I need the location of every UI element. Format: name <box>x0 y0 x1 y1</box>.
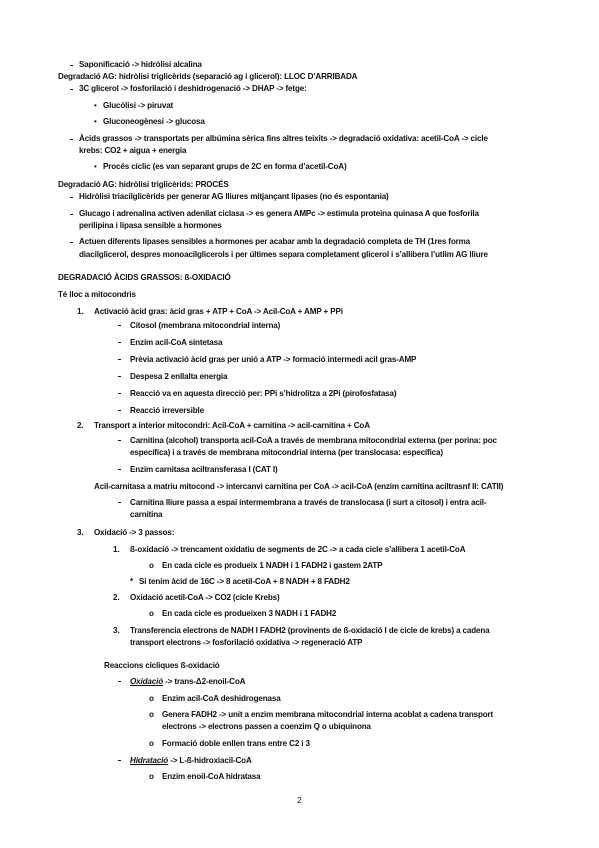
text-line: Enzim carnitasa aciltransferasa I (CAT I) <box>130 465 278 474</box>
text-line: Degradació AG: hidròlisi triglicèrids: PROCÉS <box>58 180 229 189</box>
text-line: Hidròlisi triacilglicèrids per generar AG lliures mitjançant lipases (no és espontania) <box>79 192 389 201</box>
dash-marker <box>70 214 73 215</box>
text-line: Oxidació acetil-CoA -> CO2 (cicle Krebs) <box>130 593 280 602</box>
step-hidratacio-product: -> L-ß-hidroxiacil-CoA <box>168 756 252 765</box>
text-line: perilipina i lipasa sensible a hormones <box>79 221 222 230</box>
page-number: 2 <box>297 795 302 805</box>
text-line: Carnitina (alcohol) transporta acil-CoA a través de membrana mitocondrial externa (per porina: poc <box>130 436 497 445</box>
text-line: Formació doble enllen trans entre C2 i 3 <box>162 739 310 748</box>
dash-marker <box>118 681 121 682</box>
text-line: Acil-carnitasa a matriu mitocond -> intercanvi carnitina per CoA -> acil-CoA (enzim carnitina aciltrasnf II: CATII) <box>94 482 504 491</box>
bullet-marker: • <box>94 117 97 126</box>
circle-marker: o <box>149 694 154 703</box>
text-line: Glucòlisi -> piruvat <box>103 101 174 110</box>
number-marker: 2. <box>113 593 120 602</box>
text-line: krebs: CO2 + aigua + energia <box>79 146 187 155</box>
dash-marker <box>70 65 73 66</box>
number-marker: 2. <box>77 421 84 430</box>
text-line: Saponificació -> hidròlisi alcalina <box>79 60 202 69</box>
dash-marker <box>70 89 73 90</box>
step-oxidacio-product: -> trans-Δ2-enoil-CoA <box>163 677 246 686</box>
text-line: Si tenim àcid de 16C -> 8 acetil-CoA + 8 NADH + 8 FADH2 <box>139 577 350 586</box>
text-line: Reacció va en aquesta direcció per: PPi s’hidrolitza a 2Pi (pirofosfatasa) <box>130 389 397 398</box>
text-line: electrons -> electrons passen a coenzim Q o ubiquinona <box>162 722 371 731</box>
text-line: Degradació AG: hidròlisi triglicèrids (separació ag i glicerol): LLOC D’ARRIBADA <box>58 72 358 81</box>
dash-marker <box>118 393 121 394</box>
text-line: Transferencia electrons de NADH I FADH2 (provinents de ß-oxidació I de cicle de krebs) a cadena <box>130 626 490 635</box>
dash-marker <box>70 197 73 198</box>
text-line: Té lloc a mitocondris <box>58 290 136 299</box>
dash-marker <box>70 242 73 243</box>
text-line: ß-oxidació -> trencament oxidatiu de segments de 2C -> a cada cicle s’allibera 1 acetil-CoA <box>130 545 466 554</box>
dash-marker <box>118 359 121 360</box>
text-line: Actuen diferents lipases sensibles a hormones per acabar amb la degradació completa de TH (1res forma <box>79 237 471 246</box>
dash-marker <box>118 469 121 470</box>
number-marker: 1. <box>113 545 120 554</box>
number-marker: 3. <box>113 626 120 635</box>
text-line: Enzim enoil-CoA hidratasa <box>162 772 261 781</box>
text-line: Gluconeogènesi -> glucosa <box>103 117 205 126</box>
text-line: Glucago i adrenalina activen adenilat ciclasa -> es genera AMPc -> estimula proteina quinasa A que fosforila <box>79 209 479 218</box>
text-line: Reaccions cícliques ß-oxidació <box>104 661 220 670</box>
text-line: Enzim acil-CoA deshidrogenasa <box>162 694 281 703</box>
text-line: transport electrons -> fosforilació oxidativa -> regeneració ATP <box>130 638 363 647</box>
dash-marker <box>118 502 121 503</box>
text-line: Activació àcid gras: àcid gras + ATP + CoA -> Acil-CoA + AMP + PPi <box>94 307 343 316</box>
dash-marker <box>118 342 121 343</box>
text-line: Genera FADH2 -> unit a enzim membrana mitocondrial interna acoblat a cadena transport <box>162 710 494 719</box>
circle-marker: o <box>149 609 154 618</box>
text-line <box>130 677 245 687</box>
text-line: Carnitina lliure passa a espai intermembrana a través de translocasa (i surt a citosol) i entra acil- <box>130 498 487 507</box>
dash-marker <box>118 376 121 377</box>
text-line: Reacció irreversible <box>130 406 204 415</box>
number-marker: 3. <box>77 528 84 537</box>
dash-marker <box>118 440 121 441</box>
text-line: En cada cicle es produeixen 3 NADH i 1 FADH2 <box>162 609 337 618</box>
circle-marker: o <box>149 739 154 748</box>
section-heading: DEGRADACIÓ ÀCIDS GRASSOS: ß-OXIDACIÓ <box>58 273 231 282</box>
text-line: Procés cíclic (es van separant grups de 2C en forma d’acetil-CoA) <box>103 162 347 171</box>
circle-marker: o <box>149 561 154 570</box>
dash-marker <box>118 325 121 326</box>
text-line: En cada cicle es produeix 1 NADH i 1 FADH2 i gastem 2ATP <box>162 561 383 570</box>
text-line: 3C glicerol -> fosforilació i deshidrogenació -> DHAP -> fetge: <box>79 84 307 93</box>
text-line: Àcids grassos -> transportats per albúmina sèrica fins altres teixits -> degradació oxidativa: acetil-CoA -> cicle <box>79 134 488 143</box>
circle-marker: o <box>149 710 154 719</box>
step-hidratacio: Hidratació <box>130 756 169 765</box>
text-line: Despesa 2 enllalta energia <box>130 372 228 381</box>
dash-marker <box>118 760 121 761</box>
text-line <box>130 756 252 766</box>
circle-marker: o <box>149 772 154 781</box>
bullet-marker: • <box>94 101 97 110</box>
number-marker: 1. <box>77 307 84 316</box>
text-line: Oxidació -> 3 passos: <box>94 528 175 537</box>
bullet-marker: • <box>94 162 97 171</box>
step-oxidacio: Oxidació <box>130 677 163 686</box>
dash-marker <box>118 410 121 411</box>
star-marker: * <box>130 577 134 586</box>
text-line: Enzim acil-CoA sintetasa <box>130 338 223 347</box>
text-line: carnitina <box>130 510 163 519</box>
text-line: Citosol (membrana mitocondrial interna) <box>130 321 281 330</box>
text-line: específica) i a través de membrana mitocondrial interna (per translocasa: específica) <box>130 448 443 457</box>
text-line: diacilglicerol, despres monoacilglicerols i per últimes separa completament glicerol i s’allibera l’utlim AG lliure <box>79 250 488 259</box>
dash-marker <box>70 139 73 140</box>
text-line: Prèvia activació àcid gras per unió a ATP -> formació intermedi acil gras-AMP <box>130 355 417 364</box>
text-line: Transport a interior mitocondri: Acil-CoA + carnitina -> acil-carnitina + CoA <box>94 421 370 430</box>
